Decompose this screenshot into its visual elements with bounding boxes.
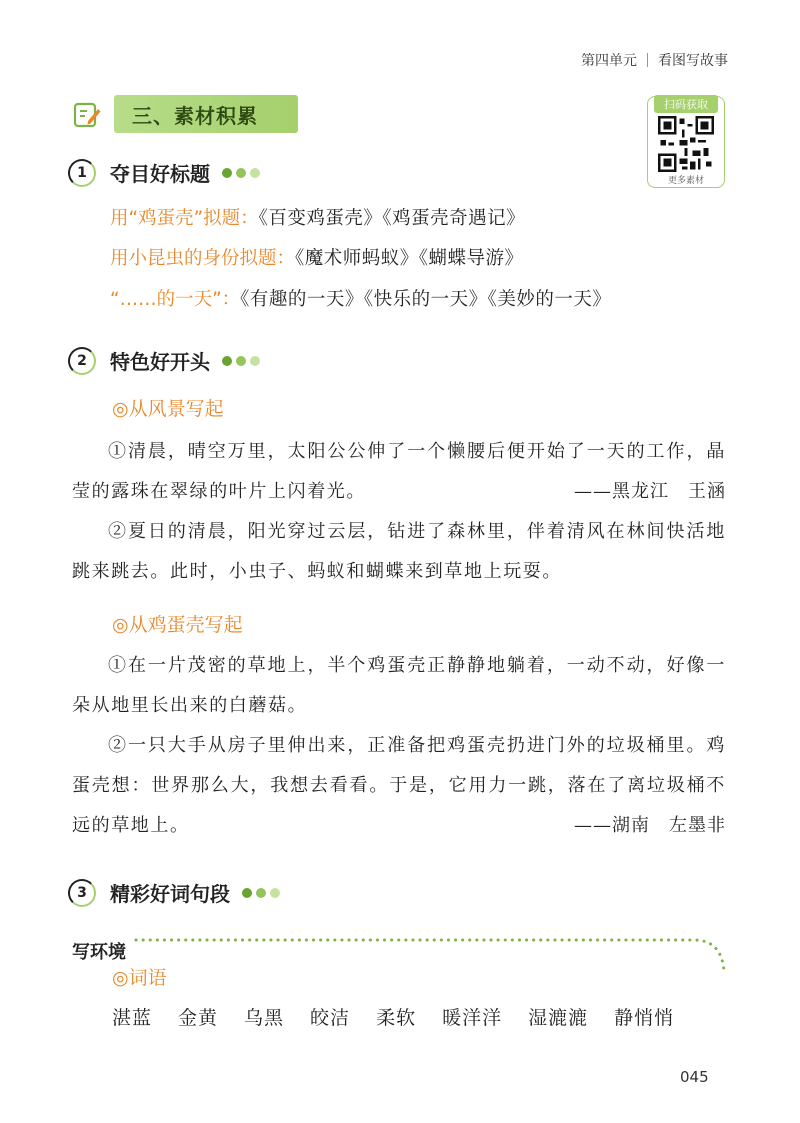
decor-dots xyxy=(242,888,280,898)
qr-code-box[interactable] xyxy=(647,96,725,188)
paragraph xyxy=(72,726,726,846)
qr-label: 扫码获取 xyxy=(654,95,718,113)
subsection-3-heading xyxy=(68,878,280,907)
number-badge: 2 xyxy=(68,347,96,375)
unit-label: 第四单元 xyxy=(581,53,637,69)
title-idea-tag: 用小昆虫的身份拟题： xyxy=(110,248,296,269)
subsection-1-heading xyxy=(68,158,260,187)
word: 乌黑 xyxy=(244,1007,285,1029)
subsection-title: 夺目好标题 xyxy=(110,162,210,186)
title-idea-line xyxy=(110,244,524,270)
header-divider xyxy=(647,53,648,67)
source-attribution: ——黑龙江 王涵 xyxy=(574,481,726,502)
topic-label: 看图写故事 xyxy=(658,53,728,69)
word: 静悄悄 xyxy=(614,1007,675,1029)
title-idea-tag: 用“鸡蛋壳”拟题： xyxy=(110,208,259,229)
subsection-title: 精彩好词句段 xyxy=(110,882,230,906)
qr-code-icon xyxy=(658,116,714,172)
group-title-eggshell: ◎从鸡蛋壳写起 xyxy=(112,614,243,636)
title-idea-line xyxy=(110,285,611,311)
word: 湛蓝 xyxy=(112,1007,153,1029)
title-idea-value: 《魔术师蚂蚁》《蝴蝶导游》 xyxy=(295,248,524,269)
title-idea-tag: “……的一天”： xyxy=(110,289,241,310)
paragraph xyxy=(72,432,726,512)
paragraph-text: ②一只大手从房子里伸出来，正准备把鸡蛋壳扔进门外的垃圾桶里。鸡蛋壳想：世界那么大，我想去看看。于是，它用力一跳，落在了离垃圾桶不远的草地上。 xyxy=(72,735,726,836)
title-idea-value: 《有趣的一天》《快乐的一天》《美妙的一天》 xyxy=(240,289,612,310)
word: 湿漉漉 xyxy=(528,1007,589,1029)
paragraph xyxy=(72,512,726,592)
title-idea-line xyxy=(110,204,525,230)
page-number: 045 xyxy=(680,1068,709,1086)
decor-dots xyxy=(222,168,260,178)
paragraph-text: ①清晨，晴空万里，太阳公公伸了一个懒腰后便开始了一天的工作，晶莹的露珠在翠绿的叶片上闪着光。 xyxy=(72,441,726,502)
running-header xyxy=(581,50,728,70)
group-title-scenery: ◎从风景写起 xyxy=(112,398,224,420)
paragraph-text: ②夏日的清晨，阳光穿过云层，钻进了森林里，伴着清风在林间快活地跳来跳去。此时，小虫子、蚂蚁和蝴蝶来到草地上玩耍。 xyxy=(72,521,726,582)
environment-heading xyxy=(72,924,728,978)
word: 皎洁 xyxy=(310,1007,351,1029)
dotted-divider xyxy=(134,938,728,978)
word: 金黄 xyxy=(178,1007,219,1029)
subsection-title: 特色好开头 xyxy=(110,350,210,374)
subsection-2-heading xyxy=(68,346,260,375)
paragraph-text: ①在一片茂密的草地上，半个鸡蛋壳正静静地躺着，一动不动，好像一朵从地里长出来的白蘑菇。 xyxy=(72,655,726,716)
words-title: ◎词语 xyxy=(112,967,167,989)
section-title: 三、素材积累 xyxy=(114,95,298,133)
word-list xyxy=(112,1003,700,1030)
word: 暖洋洋 xyxy=(442,1007,503,1029)
source-attribution: ——湖南 左墨非 xyxy=(574,815,726,836)
number-badge: 1 xyxy=(68,159,96,187)
decor-dots xyxy=(222,356,260,366)
qr-foot: 更多素材 xyxy=(667,176,704,186)
number-badge: 3 xyxy=(68,879,96,907)
section-heading xyxy=(72,95,298,133)
title-idea-value: 《百变鸡蛋壳》《鸡蛋壳奇遇记》 xyxy=(258,208,526,229)
paragraph xyxy=(72,646,726,726)
word: 柔软 xyxy=(376,1007,417,1029)
notebook-pencil-icon xyxy=(72,99,102,129)
environment-title: 写环境 xyxy=(72,942,126,963)
